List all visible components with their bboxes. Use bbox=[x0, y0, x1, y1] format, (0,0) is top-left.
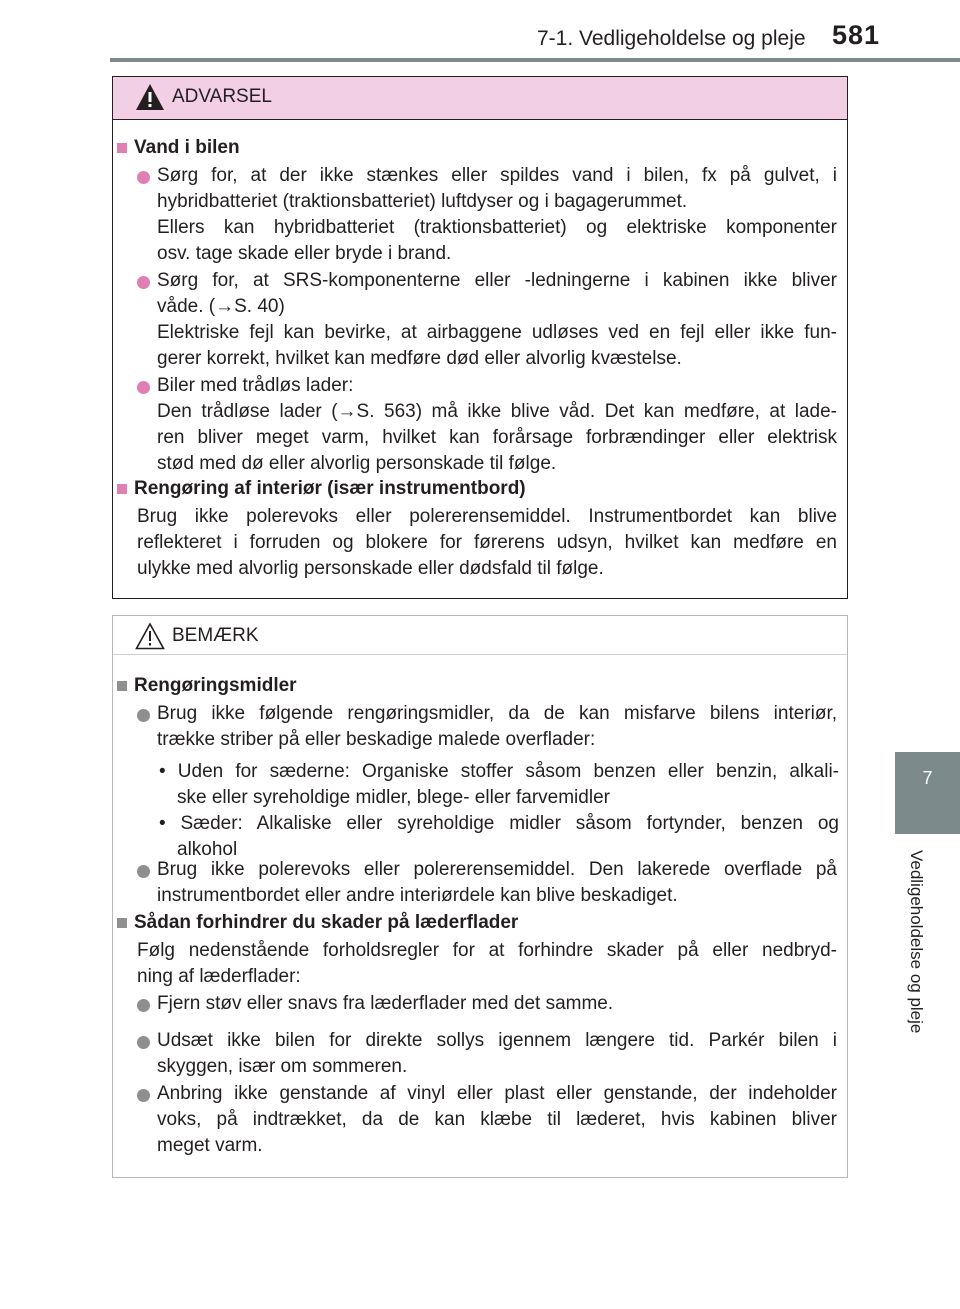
running-header-section: 7-1. Vedligeholdelse og pleje bbox=[537, 27, 806, 50]
round-bullet-icon bbox=[137, 1036, 150, 1049]
round-bullet-icon bbox=[137, 709, 150, 722]
section-heading: Rengøring af interiør (især instrumentbord) bbox=[117, 478, 526, 500]
chapter-label: Vedligeholdelse og pleje bbox=[907, 850, 926, 1034]
page-number: 581 bbox=[832, 20, 881, 50]
square-bullet-icon bbox=[117, 143, 127, 153]
bullet-text: Udsæt ikke bilen for direkte sollys igennem længere tid. Parkér bilen i skyggen, især om sommeren. bbox=[157, 1030, 837, 1077]
square-bullet-icon bbox=[117, 918, 127, 928]
bullet-text: Sørg for, at SRS-komponenterne eller -ledningerne i kabinen ikke bliver våde. (→S. 40) Elektriske fejl kan bevirke, at airbaggene udløses ved en fejl eller ikke fun- gerer korrekt, hvilket kan medføre død eller alvorlig kvæstelse. bbox=[157, 270, 837, 369]
section-body: Følg nedenstående forholdsregler for at forhindre skader på eller nedbryd- ning af læderflader: bbox=[137, 940, 837, 987]
section-body: Brug ikke polerevoks eller polererensemiddel. Instrumentbordet kan blive reflekteret i forruden og blokere for førerens udsyn, hvilket kan medføre en ulykke med alvorlig personskade eller dødsfald til følge. bbox=[137, 506, 837, 579]
round-bullet-icon bbox=[137, 1089, 150, 1102]
square-bullet-icon bbox=[117, 484, 127, 494]
chapter-tab bbox=[895, 752, 960, 834]
section-heading: Sådan forhindrer du skader på læderflader bbox=[117, 912, 518, 934]
round-bullet-icon bbox=[137, 171, 150, 184]
square-bullet-icon bbox=[117, 681, 127, 691]
warning-triangle-icon bbox=[135, 83, 165, 111]
round-bullet-icon bbox=[137, 865, 150, 878]
warning-title: ADVARSEL bbox=[172, 86, 272, 107]
caution-triangle-icon bbox=[135, 622, 165, 650]
notice-title: BEMÆRK bbox=[172, 625, 259, 646]
warning-header bbox=[113, 77, 847, 120]
sub-list: • Uden for sæderne: Organiske stoffer såsom benzen eller benzin, alkali- ske eller syreholdige midler, blege- eller farvemidler • Sæder: Alkaliske eller syreholdige midler såsom fortynder, benzen og alkohol bbox=[159, 761, 839, 860]
bullet-text: Fjern støv eller snavs fra læderflader med det samme. bbox=[157, 993, 614, 1014]
section-heading: Vand i bilen bbox=[117, 137, 240, 159]
round-bullet-icon bbox=[137, 276, 150, 289]
round-bullet-icon bbox=[137, 381, 150, 394]
warning-box bbox=[112, 76, 848, 599]
notice-header bbox=[113, 616, 847, 655]
section-heading: Rengøringsmidler bbox=[117, 675, 297, 697]
bullet-text: Biler med trådløs lader: Den trådløse lader (→S. 563) må ikke blive våd. Det kan medføre, at lade- ren bliver meget varm, hvilket kan forårsage forbrændinger eller elektrisk stød med dø eller alvorlig personskade til følge. bbox=[157, 375, 837, 474]
bullet-text: Brug ikke polerevoks eller polererensemiddel. Den lakerede overflade på instrumentbordet eller andre interiørdele kan blive beskadiget. bbox=[157, 859, 837, 906]
bullet-text: Sørg for, at der ikke stænkes eller spildes vand i bilen, fx på gulvet, i hybridbatteriet (traktionsbatteriet) luftdyser og i bagagerummet. Ellers kan hybridbatteriet (traktionsbatteriet) og elektriske komponenter osv. tage skade eller bryde i brand. bbox=[157, 165, 837, 264]
notice-box bbox=[112, 615, 848, 1178]
round-bullet-icon bbox=[137, 999, 150, 1012]
bullet-text: Brug ikke følgende rengøringsmidler, da de kan misfarve bilens interiør, trække striber på eller beskadige malede overflader: bbox=[157, 703, 837, 750]
header-rule bbox=[110, 58, 960, 62]
bullet-text: Anbring ikke genstande af vinyl eller plast eller genstande, der indeholder voks, på indtrækket, da de kan klæbe til læderet, hvis kabinen bliver meget varm. bbox=[157, 1083, 837, 1156]
chapter-number: 7 bbox=[922, 768, 933, 788]
